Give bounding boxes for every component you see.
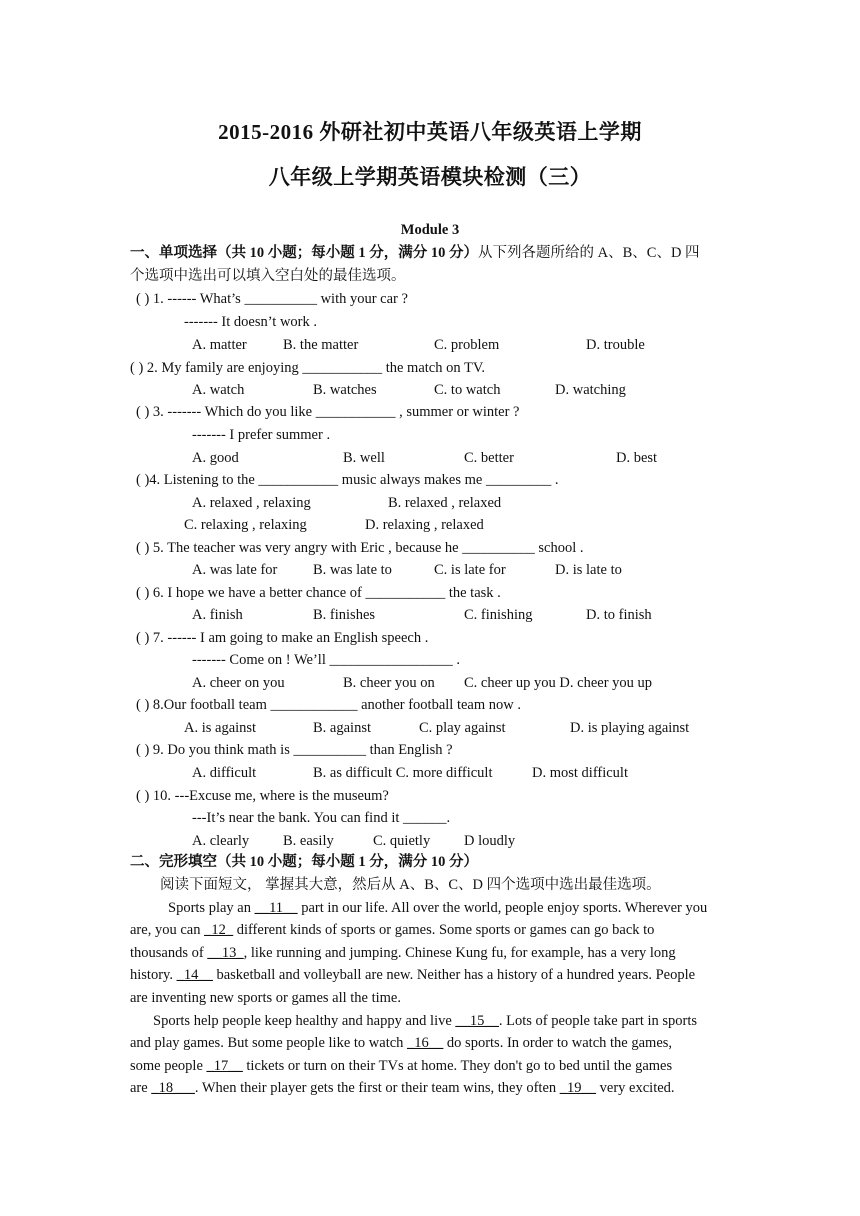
option-c: C. is late for: [434, 562, 506, 578]
question-dialogue: ------- Come on ! We’ll _________________ .: [192, 652, 460, 668]
passage-line: [168, 899, 707, 917]
passage-text: , like running and jumping. Chinese Kung fu, for example, has a very long: [243, 945, 676, 961]
exam-subtitle: 八年级上学期英语模块检测（三）: [268, 165, 592, 189]
cloze-blank: __13_: [207, 945, 244, 961]
option-a: A. matter: [192, 337, 247, 353]
cloze-blank: __15__: [455, 1013, 499, 1029]
cloze-blank: _16__: [407, 1035, 444, 1051]
option-c: C. problem: [434, 337, 500, 353]
passage-text: history.: [130, 967, 177, 983]
passage-text: . Lots of people take part in sports: [498, 1013, 698, 1029]
passage-line: [130, 1057, 672, 1075]
section1-heading-rest: 从下列各题所给的 A、B、C、D 四: [478, 245, 700, 261]
option-d: D. to finish: [586, 607, 652, 623]
option-b: B. finishes: [313, 607, 376, 623]
option-a: A. is against: [184, 720, 257, 736]
passage-text: are, you can: [130, 922, 205, 938]
option-d: D. is late to: [555, 562, 622, 578]
option-c: C. relaxing , relaxing: [184, 517, 307, 533]
section1-heading-bold: 一、单项选择（共 10 小题；每小题 1 分，满分 10 分）: [130, 245, 478, 261]
passage-line: [130, 989, 401, 1007]
question-stem: ( ) 9. Do you think math is __________ than English ?: [136, 742, 453, 758]
option-c: C. to watch: [434, 382, 501, 398]
option-a: A. good: [192, 450, 239, 466]
option-d: D loudly: [464, 833, 516, 849]
passage-text: thousands of: [130, 945, 208, 961]
passage-text: part in our life. All over the world, people enjoy sports. Wherever you: [297, 900, 708, 916]
question-stem: ( )4. Listening to the ___________ music always makes me _________ .: [136, 472, 559, 488]
option-a: A. cheer on you: [192, 675, 285, 691]
question-stem: ( ) 1. ------ What’s __________ with your car ?: [136, 291, 408, 307]
option-a: A. finish: [192, 607, 243, 623]
option-b: B. was late to: [313, 562, 392, 578]
option-d: D. is playing against: [570, 720, 690, 736]
option-c: C. finishing: [464, 607, 533, 623]
passage-text: very excited.: [596, 1080, 675, 1096]
passage-line: [130, 944, 676, 962]
question-dialogue: ------- It doesn’t work .: [184, 314, 318, 330]
passage-text: different kinds of sports or games. Some sports or games can go back to: [233, 922, 655, 938]
question-stem: ( ) 2. My family are enjoying ___________ the match on TV.: [130, 360, 486, 376]
option-d: D. most difficult: [532, 765, 628, 781]
option-b: B. the matter: [283, 337, 359, 353]
passage-line: [153, 1012, 697, 1030]
passage-line: [130, 921, 654, 939]
cloze-blank: __11__: [254, 900, 298, 916]
option-d: D. watching: [555, 382, 626, 398]
passage-text: basketball and volleyball are new. Neither has a history of a hundred years. People: [212, 967, 696, 983]
cloze-blank: _19__: [559, 1080, 597, 1096]
option-a: A. relaxed , relaxing: [192, 495, 311, 511]
passage-text: tickets or turn on their TVs at home. They don't go to bed until the games: [242, 1058, 673, 1074]
question-dialogue: ------- I prefer summer .: [192, 427, 331, 443]
question-dialogue: ---It’s near the bank. You can find it ______.: [192, 810, 451, 826]
question-stem: ( ) 8.Our football team ____________ another football team now .: [136, 697, 521, 713]
cloze-blank: _18___: [151, 1080, 195, 1096]
option-c: C. better: [464, 450, 514, 466]
passage-line: [130, 1079, 675, 1097]
passage-text: some people: [130, 1058, 207, 1074]
option-b: B. relaxed , relaxed: [388, 495, 502, 511]
question-stem: ( ) 10. ---Excuse me, where is the museum?: [136, 788, 389, 804]
passage-text: Sports help people keep healthy and happy and live: [153, 1013, 456, 1029]
module-label: Module 3: [400, 222, 460, 238]
option-b: B. well: [343, 450, 385, 466]
option-c: C. play against: [419, 720, 506, 736]
cloze-blank: _12_: [204, 922, 234, 938]
question-stem: ( ) 6. I hope we have a better chance of ___________ the task .: [136, 585, 501, 601]
section2-instruction: 阅读下面短文， 掌握其大意，然后从 A、B、C、D 四个选项中选出最佳选项。: [160, 877, 661, 893]
cloze-blank: _17__: [206, 1058, 243, 1074]
option-d: D. trouble: [586, 337, 645, 353]
section1-heading: [130, 244, 700, 262]
option-d: D. relaxing , relaxed: [365, 517, 484, 533]
option-b: B. against: [313, 720, 371, 736]
passage-line: [130, 966, 695, 984]
option-c: C. quietly: [373, 833, 431, 849]
section2-heading: 二、完形填空（共 10 小题；每小题 1 分，满分 10 分）: [130, 854, 478, 870]
option-a: A. clearly: [192, 833, 250, 849]
question-stem: ( ) 3. ------- Which do you like ___________ , summer or winter ?: [136, 404, 520, 420]
section1-heading-line2: 个选项中选出可以填入空白处的最佳选项。: [130, 268, 406, 284]
cloze-blank: _14__: [176, 967, 213, 983]
passage-text: and play games. But some people like to watch: [130, 1035, 408, 1051]
option-a: A. was late for: [192, 562, 278, 578]
option-a: A. watch: [192, 382, 245, 398]
passage-text: are: [130, 1080, 152, 1096]
passage-text: are inventing new sports or games all the time.: [130, 990, 401, 1006]
passage-text: . When their player gets the first or their team wins, they often: [194, 1080, 560, 1096]
option-d: D. best: [616, 450, 658, 466]
option-b: B. watches: [313, 382, 377, 398]
option-b: B. easily: [283, 833, 334, 849]
passage-line: [130, 1034, 672, 1052]
passage-text: do sports. In order to watch the games,: [443, 1035, 673, 1051]
exam-title: 2015-2016 外研社初中英语八年级英语上学期: [218, 120, 642, 144]
option-a: A. difficult: [192, 765, 257, 781]
passage-text: Sports play an: [168, 900, 255, 916]
option-bc: B. as difficult C. more difficult: [313, 765, 493, 781]
option-c: C. cheer up you D. cheer you up: [464, 675, 653, 691]
question-stem: ( ) 5. The teacher was very angry with Eric , because he __________ school .: [136, 540, 584, 556]
question-stem: ( ) 7. ------ I am going to make an English speech .: [136, 630, 429, 646]
option-b: B. cheer you on: [343, 675, 435, 691]
